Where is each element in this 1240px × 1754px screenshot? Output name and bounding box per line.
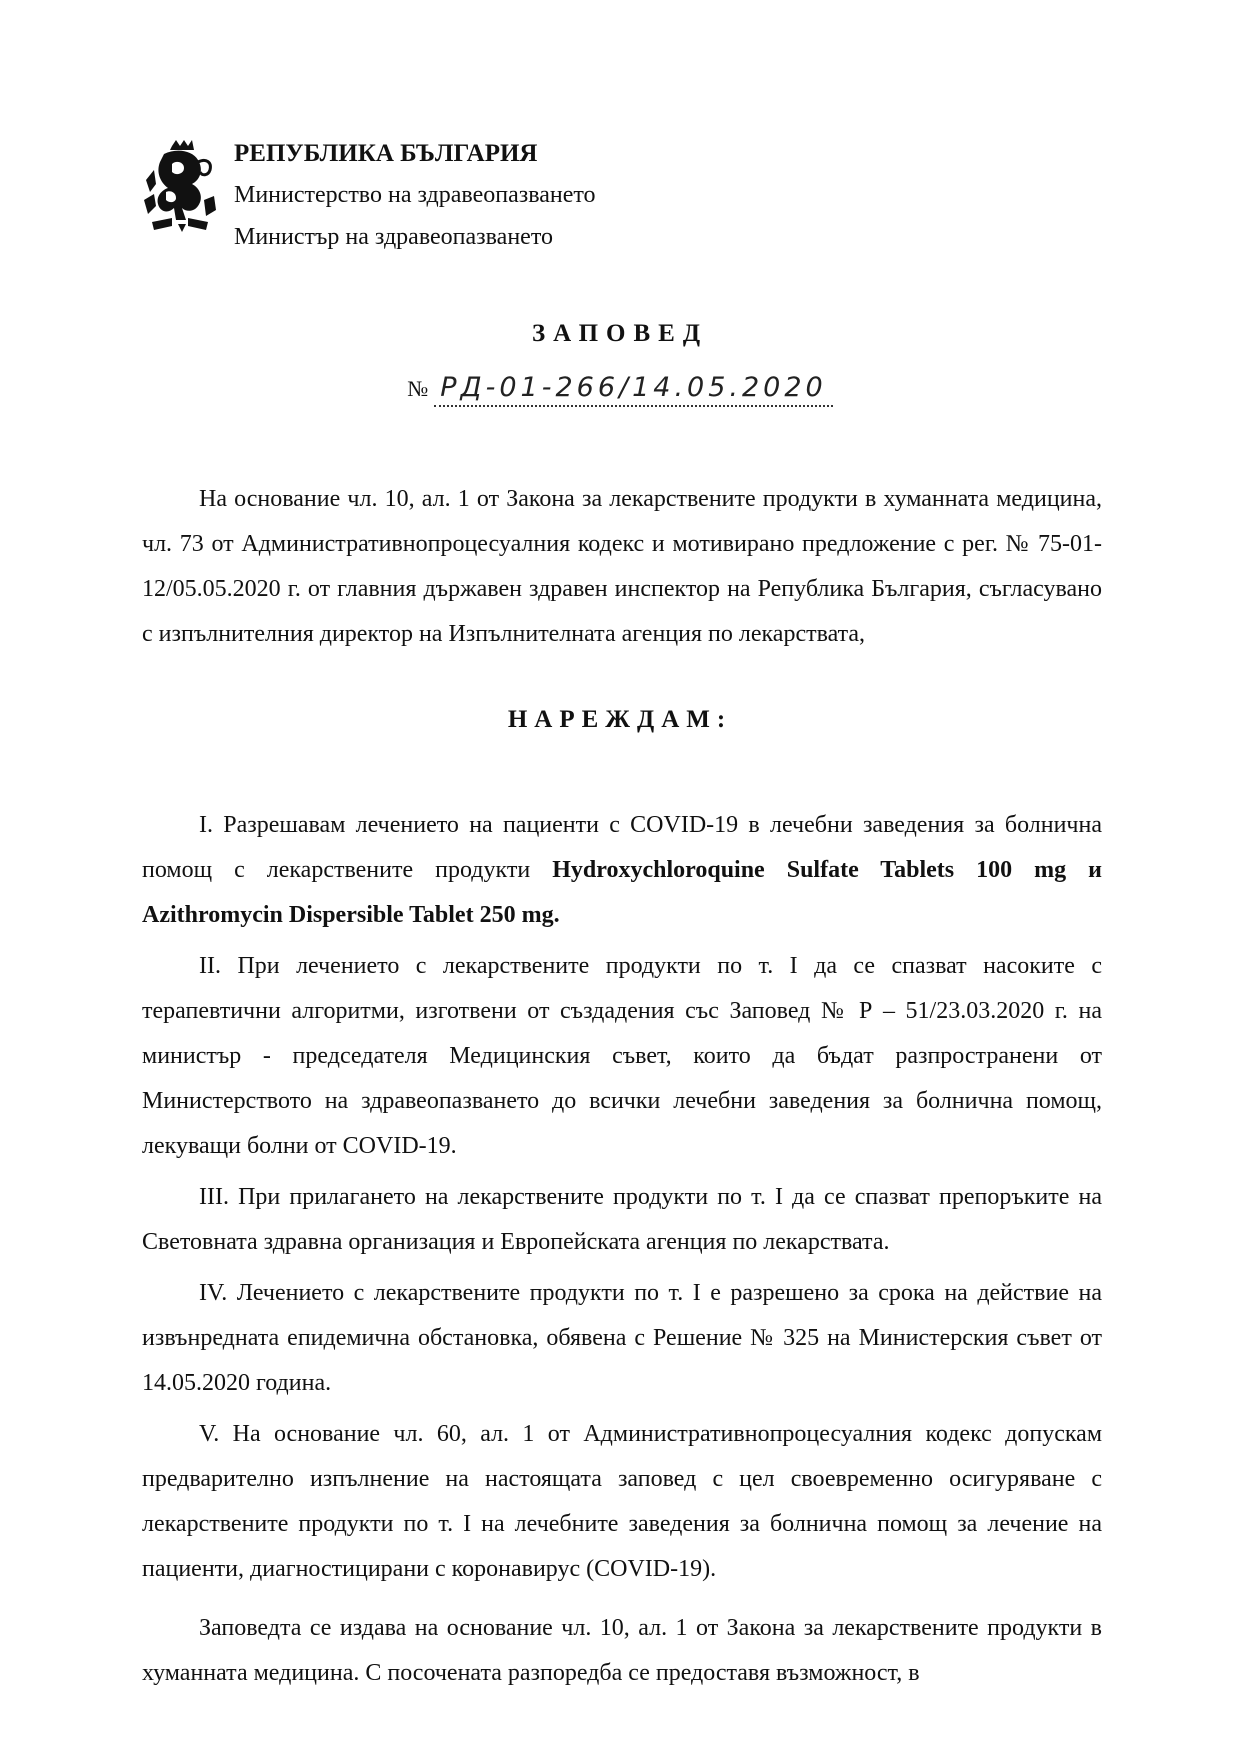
order-title: ЗАПОВЕД (531, 320, 709, 347)
republic-title: РЕПУБЛИКА БЪЛГАРИЯ (234, 140, 538, 167)
decree-heading: НАРЕЖДАМ: (507, 706, 733, 733)
item-i-drug-1: Hydroxychloroquine Sulfate Tablets 100 mg (552, 857, 1067, 883)
item-i (142, 803, 1102, 938)
item-i-drug-2: Azithromycin Dispersible Tablet 250 mg. (142, 902, 560, 928)
order-number (0, 372, 1240, 403)
item-i-and: и (1066, 857, 1103, 883)
letterhead-text (234, 134, 834, 258)
item-ii: II. При лечението с лекарствените продукти по т. I да се спазват насоките с терапевтични алгоритми, изготвени от създадения със Заповед № Р – 51/23.03.2020 г. на министър - председателя Медицинския съвет, които да бъдат разпространени от Министерството на здравеопазването до всички лечебни заведения за болнична помощ, лекуващи болни от COVID-19. (142, 953, 1102, 1159)
minister-name: Министър на здравеопазването (234, 224, 553, 250)
order-number-prefix: № (407, 376, 429, 401)
order-number-handwritten: РД-01-266/14.05.2020 (434, 372, 832, 407)
bulgarian-coat-of-arms-icon (142, 140, 218, 232)
closing-paragraph: Заповедта се издава на основание чл. 10, ал. 1 от Закона за лекарствените продукти в хуманната медицина. С посочената разпоредба се предоставя възможност, в (142, 1615, 1102, 1686)
item-iii: III. При прилагането на лекарствените продукти по т. I да се спазват препоръките на Световната здравна организация и Европейската агенция по лекарствата. (142, 1184, 1102, 1255)
item-i-text: I. Разрешавам лечението на пациенти с COVID-19 в лечебни заведения за болнична помощ с лекарствените продукти (142, 812, 1102, 883)
order-items (142, 803, 1102, 1696)
intro-paragraph: На основание чл. 10, ал. 1 от Закона за лекарствените продукти в хуманната медицина, чл. 73 от Административнопроцесуалния кодекс и мотивирано предложение с рег. № 75-01-12/05.05.2020 г. от главния държавен здравен инспектор на Република България, съгласувано с изпълнителния директор на Изпълнителната агенция по лекарствата, (142, 486, 1102, 647)
intro-paragraph-block (142, 477, 1102, 657)
ministry-name: Министерство на здравеопазването (234, 182, 596, 208)
item-iv: IV. Лечението с лекарствените продукти по т. I е разрешено за срока на действие на извънредната епидемична обстановка, обявена с Решение № 325 на Министерския съвет от 14.05.2020 година. (142, 1280, 1102, 1396)
item-v: V. На основание чл. 60, ал. 1 от Административнопроцесуалния кодекс допускам предварително изпълнение на настоящата заповед с цел своевременно осигуряване с лекарствените продукти по т. I на лечебните заведения за болнична помощ за лечение на пациенти, диагностицирани с коронавирус (COVID-19). (142, 1421, 1102, 1582)
